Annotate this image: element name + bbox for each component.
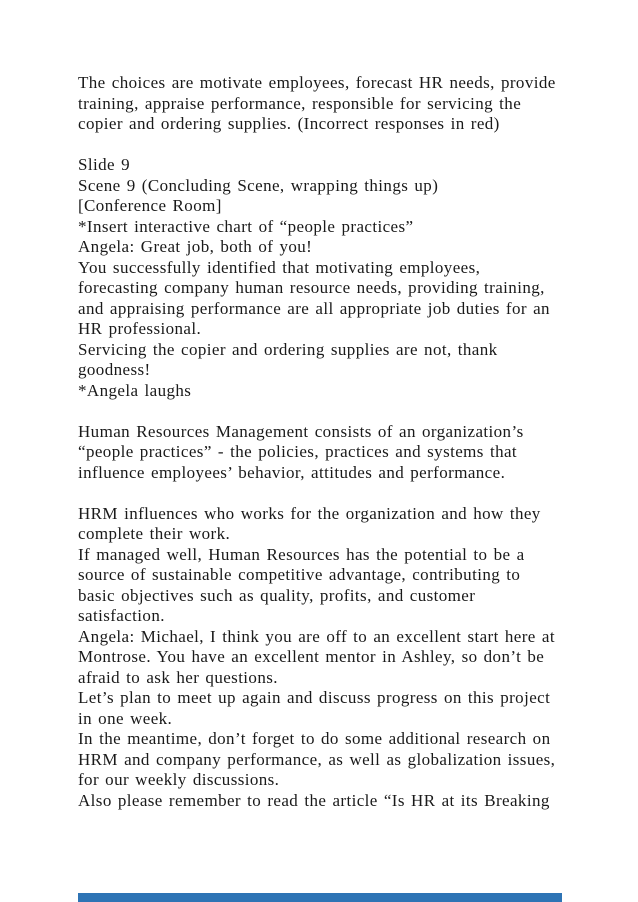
text-line: HR professional. xyxy=(78,319,202,338)
text-line: influence employees’ behavior, attitudes and performance. xyxy=(78,462,506,482)
text-line: and appraising performance are all appropriate job duties for an xyxy=(78,298,550,318)
text-line: training, appraise performance, responsible for servicing the xyxy=(78,93,522,113)
text-line: [Conference Room] xyxy=(78,196,222,215)
text-line: You successfully identified that motivating employees, xyxy=(78,257,481,277)
text-line: Also please remember to read the article “Is HR at its Breaking xyxy=(78,790,550,810)
text-line: HRM and company performance, as well as globalization issues, xyxy=(78,749,556,769)
text-line: source of sustainable competitive advantage, contributing to xyxy=(78,565,521,584)
text-line: Angela: Great job, both of you! xyxy=(78,237,313,256)
text-line: HRM influences who works for the organization and how they xyxy=(78,503,541,523)
text-line: Scene 9 (Concluding Scene, wrapping things up) xyxy=(78,175,439,195)
text-line: If managed well, Human Resources has the potential to be a xyxy=(78,544,525,564)
text-line: Slide 9 xyxy=(78,155,130,174)
text-line xyxy=(78,135,578,156)
text-line: Let’s plan to meet up again and discuss progress on this project xyxy=(78,688,551,707)
text-line: *Angela laughs xyxy=(78,380,192,400)
text-line: *Insert interactive chart of “people practices” xyxy=(78,216,414,236)
text-line: for our weekly discussions. xyxy=(78,770,280,789)
text-line: The choices are motivate employees, forecast HR needs, provide xyxy=(78,73,556,92)
text-line: Human Resources Management consists of an organization’s xyxy=(78,421,524,441)
text-line: satisfaction. xyxy=(78,606,165,625)
text-line: complete their work. xyxy=(78,524,231,543)
text-line: copier and ordering supplies. (Incorrect responses in red) xyxy=(78,114,500,133)
text-line: goodness! xyxy=(78,360,151,379)
text-line xyxy=(78,401,578,422)
text-line xyxy=(78,483,578,504)
text-line: Angela: Michael, I think you are off to an excellent start here at xyxy=(78,626,555,646)
text-line: afraid to ask her questions. xyxy=(78,667,278,687)
text-line: In the meantime, don’t forget to do some additional research on xyxy=(78,729,551,748)
text-line: “people practices” - the policies, practices and systems that xyxy=(78,442,518,461)
text-line: forecasting company human resource needs, providing training, xyxy=(78,278,545,297)
text-line: basic objectives such as quality, profits, and customer xyxy=(78,585,476,605)
document-text-block xyxy=(78,73,578,811)
text-line: Montrose. You have an excellent mentor in Ashley, so don’t be xyxy=(78,647,545,666)
next-page-top-edge xyxy=(78,893,562,902)
text-line: Servicing the copier and ordering supplies are not, thank xyxy=(78,339,498,359)
text-line: in one week. xyxy=(78,708,173,728)
